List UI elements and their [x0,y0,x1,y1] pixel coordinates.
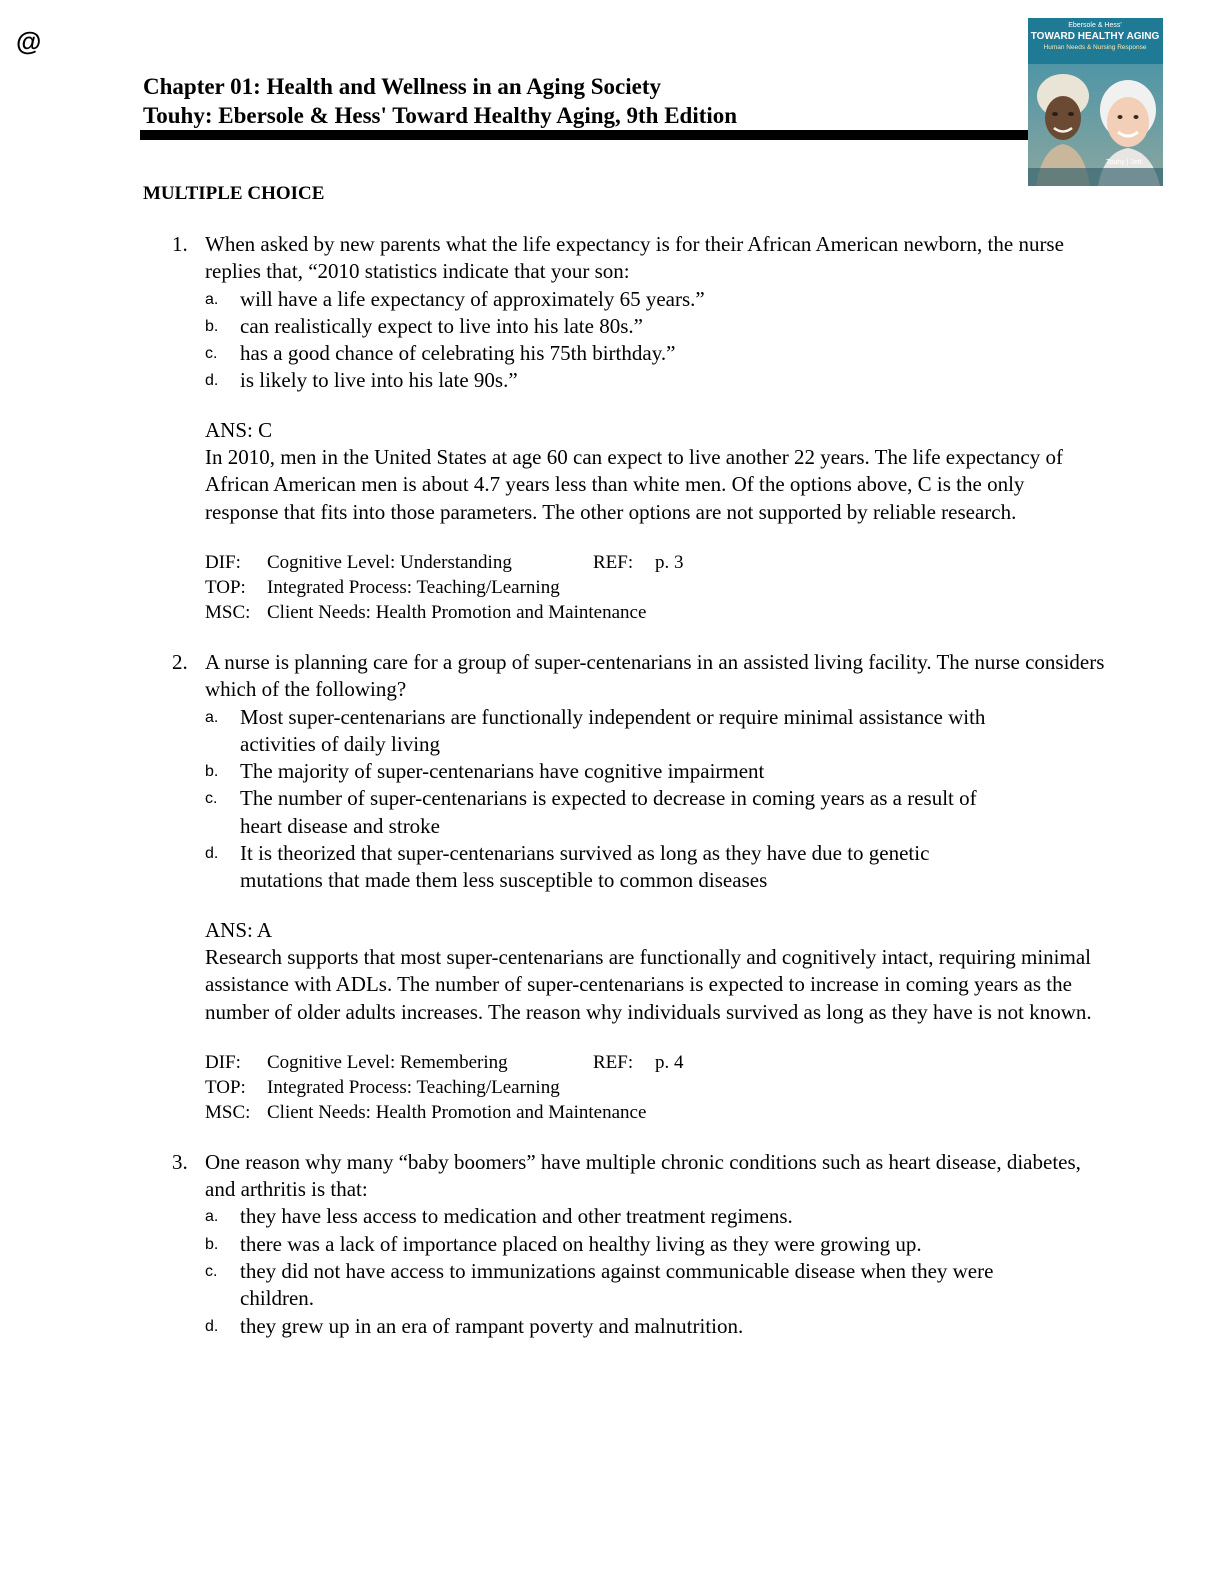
topic: Integrated Process: Teaching/Learning [267,576,560,598]
option-d [205,367,1224,394]
rationale: Research supports that most super-centenarians are functionally and cognitively intact, requiring minimal assistance with ADLs. The number of super-centenarians is expected to increase in coming years as the number of older adults increases. The reason why individuals survived as long as they have is not known. [205,944,1092,1024]
option-c [205,340,1224,367]
chapter-header [143,72,737,130]
question-metadata [205,550,1224,625]
option-letter: c. [205,345,218,363]
cover-subtitle: Human Needs & Nursing Response [1043,44,1147,51]
question-metadata [205,1050,1224,1125]
option-text: has a good chance of celebrating his 75th birthday.” [240,341,676,366]
option-a [205,1203,1224,1230]
answer-key: ANS: A [205,917,273,942]
option-letter: d. [205,845,219,863]
header-rule [140,130,1033,140]
option-text: there was a lack of importance placed on healthy living as they were growing up. [240,1231,922,1256]
dif-label: DIF: [205,551,241,573]
cover-series: Ebersole & Hess' [1068,22,1122,29]
msc-label: MSC: [205,601,251,623]
option-text: will have a life expectancy of approximately 65 years.” [240,286,705,311]
question-1 [0,231,1224,625]
option-text: they grew up in an era of rampant poverty and malnutrition. [240,1313,744,1338]
option-letter: c. [205,790,218,808]
topic: Integrated Process: Teaching/Learning [267,1076,560,1098]
option-a [205,704,1224,759]
msc-label: MSC: [205,1101,251,1123]
difficulty: Cognitive Level: Understanding [267,551,512,573]
question-3 [0,1149,1224,1340]
question-stem: One reason why many “baby boomers” have multiple chronic conditions such as heart disease, diabetes, and arthritis is that: [205,1149,1081,1202]
option-text: they have less access to medication and other treatment regimens. [240,1204,793,1229]
top-label: TOP: [205,576,246,598]
option-list [0,1203,1224,1339]
top-label: TOP: [205,1076,246,1098]
option-b [205,1231,1224,1258]
chapter-title: Chapter 01: Health and Wellness in an Aging Society [143,74,661,99]
option-letter: a. [205,1208,219,1226]
answer-block [205,417,1095,526]
option-letter: b. [205,1235,219,1253]
option-c [205,1258,1224,1313]
answer-key: ANS: C [205,417,273,442]
option-a [205,286,1224,313]
ref-label: REF: [593,1051,634,1073]
option-text: The number of super-centenarians is expected to decrease in coming years as a result of heart disease and stroke [240,786,977,838]
option-letter: c. [205,1263,218,1281]
option-text: is likely to live into his late 90s.” [240,368,518,393]
question-2 [0,649,1224,1125]
option-text: The majority of super-centenarians have cognitive impairment [240,759,765,784]
question-number: 2. [172,649,188,674]
option-b [205,313,1224,340]
book-title: Touhy: Ebersole & Hess' Toward Healthy Aging, 9th Edition [143,103,738,128]
option-letter: b. [205,317,219,335]
option-letter: d. [205,1317,219,1335]
cover-title: TOWARD HEALTHY AGING [1030,31,1160,42]
reference: p. 4 [655,1051,684,1073]
option-letter: b. [205,763,219,781]
corner-at-mark: @ [16,26,42,56]
option-d [205,1313,1224,1340]
option-letter: d. [205,372,219,390]
cover-authors: Touhy | Jett [1106,159,1142,166]
option-text: can realistically expect to live into his late 80s.” [240,313,643,338]
client-needs: Client Needs: Health Promotion and Maintenance [267,601,647,623]
reference: p. 3 [655,551,684,573]
question-stem: When asked by new parents what the life expectancy is for their African American newborn, the nurse replies that, “2010 statistics indicate that your son: [205,232,1064,284]
option-b [205,758,1224,785]
question-list [0,231,1224,1364]
option-letter: a. [205,708,219,726]
dif-label: DIF: [205,1051,241,1073]
question-stem: A nurse is planning care for a group of super-centenarians in an assisted living facility. The nurse considers which of the following? [205,649,1105,702]
option-list [0,704,1224,895]
ref-label: REF: [593,551,634,573]
option-c [205,785,1224,840]
option-text: they did not have access to immunizations against communicable disease when they were children. [240,1259,994,1311]
option-letter: a. [205,290,219,308]
book-cover-image [1028,18,1163,186]
client-needs: Client Needs: Health Promotion and Maintenance [267,1101,647,1123]
section-title: MULTIPLE CHOICE [143,183,325,204]
option-list [0,286,1224,395]
answer-block [205,917,1095,1026]
difficulty: Cognitive Level: Remembering [267,1051,508,1073]
option-text: It is theorized that super-centenarians survived as long as they have due to genetic mutations that made them less susceptible to common diseases [240,841,930,893]
question-number: 1. [172,232,188,256]
question-number: 3. [172,1149,188,1174]
option-text: Most super-centenarians are functionally independent or require minimal assistance with activities of daily living [240,704,986,756]
option-d [205,840,1224,895]
rationale: In 2010, men in the United States at age 60 can expect to live another 22 years. The life expectancy of African American men is about 4.7 years less than white men. Of the options above, C is the only response that fits into those parameters. The other options are not supported by reliable research. [205,445,1063,524]
